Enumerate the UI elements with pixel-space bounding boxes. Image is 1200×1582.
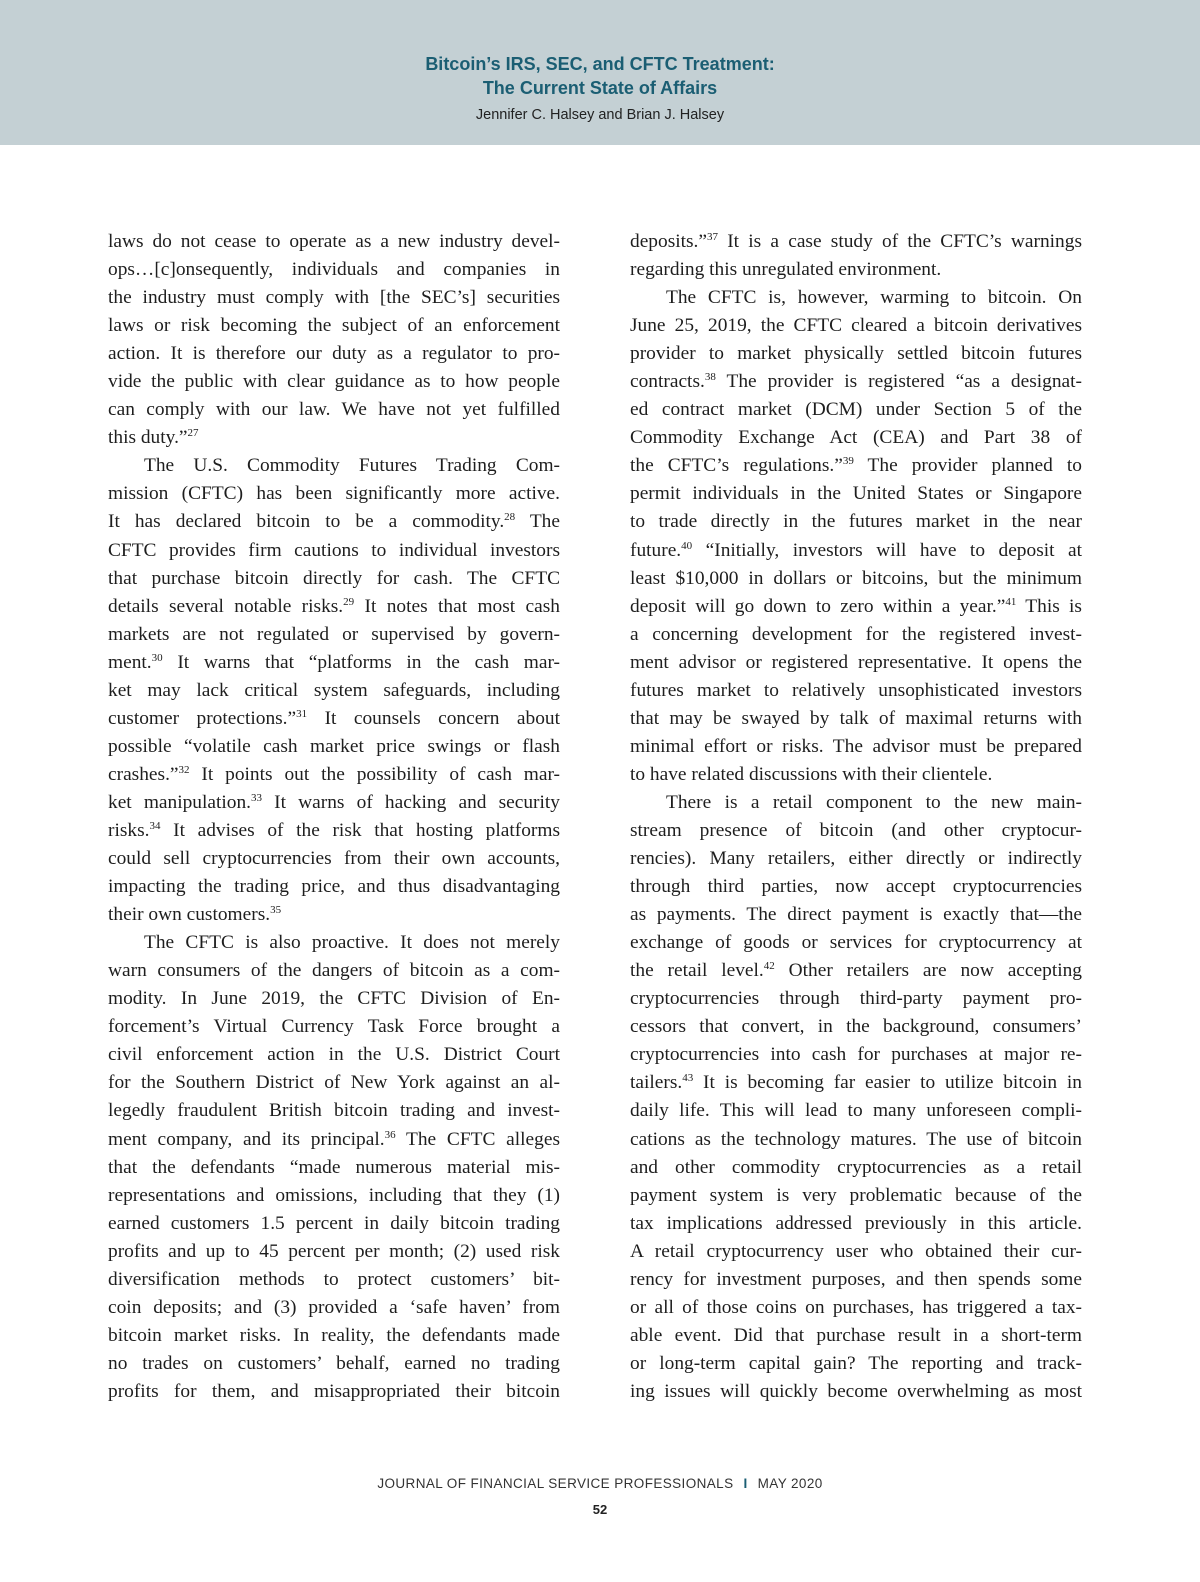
text-line (630, 368, 1082, 396)
issue-date: MAY 2020 (757, 1476, 823, 1491)
line-text: that may be swayed by talk of maximal returns with (630, 707, 1082, 729)
text-line (108, 396, 560, 424)
line-text-continued: The provider planned to (853, 455, 1082, 477)
text-line (108, 368, 560, 396)
line-text: details several notable risks. (108, 595, 344, 617)
text-line (108, 452, 560, 480)
line-text: earned customers 1.5 percent in daily bitcoin trading (108, 1212, 560, 1234)
footnote-marker: 28 (504, 511, 516, 524)
footnote-marker: 39 (842, 455, 854, 468)
footnote-marker: 37 (707, 231, 719, 243)
footnote-marker: 29 (343, 595, 355, 608)
text-line (630, 1154, 1082, 1182)
page-number: 52 (592, 1502, 608, 1517)
line-text: to have related discussions with their clientele. (630, 763, 993, 785)
text-line (108, 1322, 560, 1350)
line-text-continued: It advises of the risk that hosting platforms (160, 819, 560, 841)
line-text: daily life. This will lead to many unforeseen compli- (630, 1100, 1082, 1122)
line-text: A retail cryptocurrency user who obtained their cur- (630, 1240, 1082, 1262)
text-line (108, 228, 560, 256)
line-text-continued: The CFTC alleges (395, 1128, 560, 1150)
line-text: crashes.” (108, 763, 179, 785)
text-line (630, 537, 1082, 565)
text-line (630, 480, 1082, 508)
text-line (108, 1097, 560, 1125)
text-line (630, 396, 1082, 424)
line-text-continued: Other retailers are now accepting (774, 960, 1082, 982)
text-line (630, 340, 1082, 368)
line-text-continued: It points out the possibility of cash mar- (189, 763, 560, 785)
line-text-continued: The (515, 511, 560, 533)
line-text: as payments. The direct payment is exactly that—the (630, 904, 1082, 926)
text-line (630, 985, 1082, 1013)
line-text-continued: This is (1016, 595, 1082, 617)
text-line (630, 845, 1082, 873)
running-footer (0, 1476, 1200, 1491)
line-text: the industry must comply with [the SEC’s] securities (108, 287, 560, 309)
line-text: bitcoin market risks. In reality, the defendants made (108, 1324, 560, 1346)
line-text: could sell cryptocurrencies from their own accounts, (108, 848, 560, 870)
line-text: ment advisor or registered representative. It opens the (630, 651, 1082, 673)
line-text: June 25, 2019, the CFTC cleared a bitcoin derivatives (630, 315, 1082, 337)
text-line (108, 256, 560, 284)
text-line (630, 1322, 1082, 1350)
body-column-left (108, 228, 560, 1406)
text-line (108, 761, 560, 789)
line-text: markets are not regulated or supervised by govern- (108, 623, 560, 645)
line-text: The CFTC is, however, warming to bitcoin. On (666, 287, 1082, 309)
line-text: exchange of goods or services for cryptocurrency at (630, 932, 1082, 954)
footnote-marker: 33 (251, 791, 263, 804)
line-text: ment company, and its principal. (108, 1128, 385, 1150)
footnote-marker: 38 (704, 371, 716, 384)
line-text: CFTC provides firm cautions to individual investors (108, 539, 560, 561)
line-text: can comply with our law. We have not yet fulfilled (108, 399, 560, 421)
line-text: or all of those coins on purchases, has triggered a tax- (630, 1296, 1082, 1318)
footnote-marker: 27 (187, 427, 199, 440)
text-line (630, 256, 1082, 284)
footnote-marker: 32 (178, 763, 190, 776)
text-line (630, 1041, 1082, 1069)
text-line (108, 565, 560, 593)
text-line (630, 901, 1082, 929)
line-text: rency for investment purposes, and then spends some (630, 1268, 1082, 1290)
line-text: ed contract market (DCM) under Section 5 of the (630, 399, 1082, 421)
line-text: deposits.” (630, 231, 708, 252)
text-line (108, 1182, 560, 1210)
line-text: regarding this unregulated environment. (630, 259, 942, 281)
line-text: coin deposits; and (3) provided a ‘safe haven’ from (108, 1296, 560, 1318)
footnote-marker: 30 (151, 651, 163, 664)
text-line (630, 1210, 1082, 1238)
line-text: legedly fraudulent British bitcoin trading and invest- (108, 1100, 560, 1122)
line-text: ket may lack critical system safeguards, including (108, 679, 560, 701)
footnote-marker: 36 (384, 1128, 396, 1141)
text-line (108, 733, 560, 761)
footnote-marker: 41 (1005, 595, 1017, 608)
text-line (108, 1210, 560, 1238)
text-line (108, 480, 560, 508)
text-line (108, 985, 560, 1013)
text-line (108, 340, 560, 368)
line-text: profits and up to 45 percent per month; (2) used risk (108, 1240, 560, 1262)
line-text-continued: It is a case study of the CFTC’s warnings (718, 231, 1082, 252)
line-text: modity. In June 2019, the CFTC Division of En- (108, 988, 560, 1010)
text-line (630, 789, 1082, 817)
text-line (108, 677, 560, 705)
line-text-continued: It notes that most cash (354, 595, 560, 617)
article-authors: Jennifer C. Halsey and Brian J. Halsey (475, 107, 725, 123)
text-line (630, 312, 1082, 340)
text-line (108, 424, 560, 452)
footnote-marker: 34 (149, 819, 161, 832)
text-line (630, 565, 1082, 593)
text-line (108, 649, 560, 677)
line-text: for the Southern District of New York against an al- (108, 1072, 560, 1094)
text-line (630, 452, 1082, 480)
text-line (630, 1294, 1082, 1322)
line-text-continued: “Initially, investors will have to deposit at (692, 539, 1082, 561)
line-text: There is a retail component to the new main- (666, 791, 1082, 813)
line-text: cryptocurrencies through third-party payment pro- (630, 988, 1082, 1010)
line-text: provider to market physically settled bitcoin futures (630, 343, 1082, 365)
line-text: stream presence of bitcoin (and other cryptocur- (630, 819, 1082, 841)
text-line (630, 508, 1082, 536)
line-text: ops…[c]onsequently, individuals and companies in (108, 259, 560, 281)
text-line (108, 1013, 560, 1041)
text-line (630, 228, 1082, 256)
line-text: cations as the technology matures. The use of bitcoin (630, 1128, 1082, 1150)
text-line (630, 593, 1082, 621)
line-text: profits for them, and misappropriated their bitcoin (108, 1380, 560, 1402)
line-text: rencies). Many retailers, either directly or indirectly (630, 848, 1082, 870)
journal-name: JOURNAL OF FINANCIAL SERVICE PROFESSIONALS (377, 1476, 734, 1491)
line-text: laws or risk becoming the subject of an enforcement (108, 315, 560, 337)
line-text: able event. Did that purchase result in a short-term (630, 1324, 1082, 1346)
line-text: warn consumers of the dangers of bitcoin as a com- (108, 960, 560, 982)
text-line (108, 789, 560, 817)
line-text: that the defendants “made numerous material mis- (108, 1156, 560, 1178)
line-text: that purchase bitcoin directly for cash. The CFTC (108, 567, 560, 589)
line-text: least $10,000 in dollars or bitcoins, but the minimum (630, 567, 1082, 589)
text-line (630, 1266, 1082, 1294)
line-text-continued: The provider is registered “as a designat- (715, 371, 1082, 393)
text-line (630, 761, 1082, 789)
text-line (108, 817, 560, 845)
text-line (630, 424, 1082, 452)
line-text: forcement’s Virtual Currency Task Force brought a (108, 1016, 560, 1038)
text-line (630, 1378, 1082, 1406)
line-text: and other commodity cryptocurrencies as a retail (630, 1156, 1082, 1178)
footnote-marker: 42 (763, 960, 775, 973)
text-line (630, 1182, 1082, 1210)
line-text: no trades on customers’ behalf, earned no trading (108, 1352, 560, 1374)
text-line (108, 593, 560, 621)
line-text: possible “volatile cash market price swings or flash (108, 735, 560, 757)
line-text: tax implications addressed previously in this article. (630, 1212, 1082, 1234)
text-line (108, 537, 560, 565)
line-text: Commodity Exchange Act (CEA) and Part 38 of (630, 427, 1082, 449)
line-text: future. (630, 539, 682, 561)
text-line (108, 1154, 560, 1182)
text-line (630, 1013, 1082, 1041)
text-line (630, 1097, 1082, 1125)
line-text: diversification methods to protect customers’ bit- (108, 1268, 560, 1290)
line-text: this duty.” (108, 427, 188, 449)
line-text: cryptocurrencies into cash for purchases at major re- (630, 1044, 1082, 1066)
text-line (630, 733, 1082, 761)
text-line (630, 1238, 1082, 1266)
line-text: action. It is therefore our duty as a regulator to pro- (108, 343, 560, 365)
line-text: deposit will go down to zero within a year.” (630, 595, 1006, 617)
text-line (630, 1126, 1082, 1154)
text-line (108, 873, 560, 901)
text-line (108, 1238, 560, 1266)
article-title-line-1: Bitcoin’s IRS, SEC, and CFTC Treatment: (425, 54, 775, 74)
body-column-right (630, 228, 1082, 1406)
line-text: customer protections.” (108, 707, 297, 729)
line-text-continued: It is becoming far easier to utilize bitcoin in (693, 1072, 1082, 1094)
line-text: representations and omissions, including that they (1) (108, 1184, 560, 1206)
text-line (630, 621, 1082, 649)
text-line (108, 901, 560, 929)
text-line (630, 817, 1082, 845)
text-line (630, 873, 1082, 901)
text-line (630, 929, 1082, 957)
text-line (108, 621, 560, 649)
text-line (630, 1350, 1082, 1378)
text-line (630, 649, 1082, 677)
line-text: their own customers. (108, 904, 271, 926)
line-text-continued: It warns of hacking and security (262, 791, 560, 813)
text-line (108, 1350, 560, 1378)
line-text: mission (CFTC) has been significantly more active. (108, 483, 560, 505)
line-text: to trade directly in the futures market in the near (630, 511, 1082, 533)
text-line (108, 1294, 560, 1322)
line-text: vide the public with clear guidance as to how people (108, 371, 560, 393)
line-text: futures market to relatively unsophisticated investors (630, 679, 1082, 701)
line-text: cessors that convert, in the background, consumers’ (630, 1016, 1082, 1038)
line-text: the retail level. (630, 960, 764, 982)
line-text: laws do not cease to operate as a new industry devel- (108, 231, 560, 252)
line-text: or long-term capital gain? The reporting and track- (630, 1352, 1082, 1374)
line-text: civil enforcement action in the U.S. District Court (108, 1044, 560, 1066)
line-text: ing issues will quickly become overwhelming as most (630, 1380, 1082, 1402)
line-text: impacting the trading price, and thus disadvantaging (108, 876, 560, 898)
line-text-continued: It warns that “platforms in the cash mar- (162, 651, 560, 673)
text-line (108, 508, 560, 536)
article-title-line-2: The Current State of Affairs (482, 78, 718, 98)
footnote-marker: 43 (682, 1072, 694, 1085)
line-text: risks. (108, 819, 150, 841)
line-text: The U.S. Commodity Futures Trading Com- (144, 455, 560, 477)
text-line (630, 1069, 1082, 1097)
line-text-continued: It counsels concern about (307, 707, 560, 729)
text-line (108, 845, 560, 873)
article-header (0, 0, 1200, 145)
text-line (108, 1266, 560, 1294)
text-line (108, 1378, 560, 1406)
line-text: ment. (108, 651, 152, 673)
text-line (108, 705, 560, 733)
line-text: The CFTC is also proactive. It does not merely (144, 932, 560, 954)
line-text: the CFTC’s regulations.” (630, 455, 843, 477)
footer-separator: I (743, 1476, 748, 1491)
line-text: minimal effort or risks. The advisor must be prepared (630, 735, 1082, 757)
text-line (630, 957, 1082, 985)
text-line (108, 929, 560, 957)
line-text: through third parties, now accept cryptocurrencies (630, 876, 1082, 898)
line-text: It has declared bitcoin to be a commodity. (108, 511, 505, 533)
text-line (630, 284, 1082, 312)
footnote-marker: 35 (270, 904, 282, 917)
line-text: contracts. (630, 371, 705, 393)
line-text: permit individuals in the United States or Singapore (630, 483, 1082, 505)
text-line (108, 957, 560, 985)
footnote-marker: 40 (681, 539, 693, 552)
line-text: tailers. (630, 1072, 683, 1094)
text-line (108, 1041, 560, 1069)
line-text: payment system is very problematic because of the (630, 1184, 1082, 1206)
text-line (108, 284, 560, 312)
text-line (108, 1069, 560, 1097)
footnote-marker: 31 (296, 707, 308, 720)
text-line (630, 705, 1082, 733)
text-line (108, 1126, 560, 1154)
text-line (108, 312, 560, 340)
line-text: a concerning development for the registered invest- (630, 623, 1082, 645)
text-line (630, 677, 1082, 705)
line-text: ket manipulation. (108, 791, 252, 813)
